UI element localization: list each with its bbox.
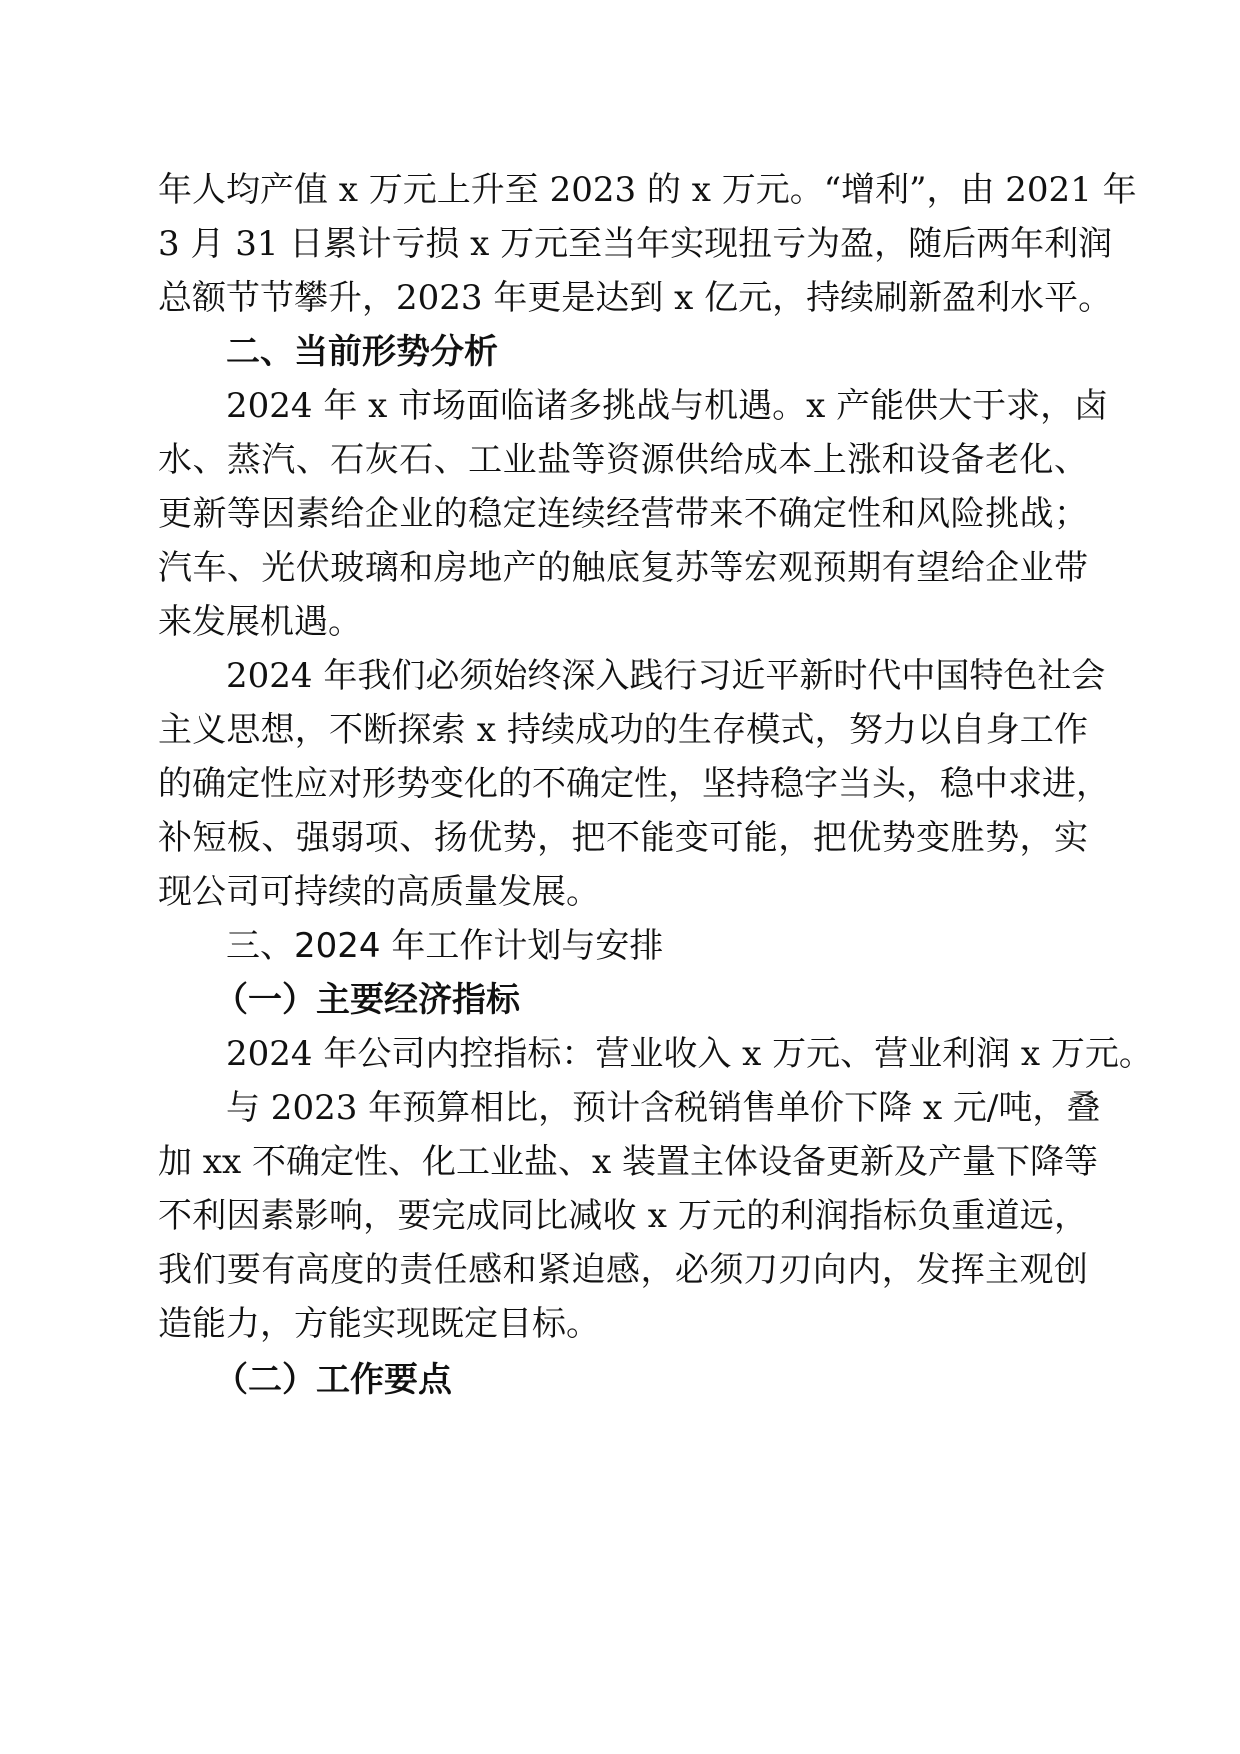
paragraph-line: 我们要有高度的责任感和紧迫感，必须刀刃向内，发挥主观创 [158, 1250, 1088, 1290]
paragraph-line: 加 xx 不确定性、化工业盐、x 装置主体设备更新及产量下降等 [158, 1142, 1098, 1182]
paragraph-line: 汽车、光伏玻璃和房地产的触底复苏等宏观预期有望给企业带 [158, 548, 1088, 588]
paragraph-line: 年人均产值 x 万元上升至 2023 的 x 万元。“增利”，由 2021 年 [158, 170, 1137, 210]
paragraph-line: 2024 年公司内控指标：营业收入 x 万元、营业利润 x 万元。 [226, 1034, 1153, 1074]
paragraph-line: 补短板、强弱项、扬优势，把不能变可能，把优势变胜势，实 [158, 818, 1088, 858]
section-heading: 三、2024 年工作计划与安排 [226, 926, 664, 966]
subsection-heading: （二）工作要点 [214, 1360, 452, 1400]
paragraph-line: 3 月 31 日累计亏损 x 万元至当年实现扭亏为盈，随后两年利润 [158, 224, 1113, 264]
paragraph-line: 来发展机遇。 [158, 602, 362, 642]
paragraph-line: 与 2023 年预算相比，预计含税销售单价下降 x 元/吨，叠 [226, 1088, 1101, 1128]
paragraph-line: 现公司可持续的高质量发展。 [158, 872, 600, 912]
paragraph-line: 水、蒸汽、石灰石、工业盐等资源供给成本上涨和设备老化、 [158, 440, 1088, 480]
paragraph-line: 更新等因素给企业的稳定连续经营带来不确定性和风险挑战； [158, 494, 1088, 534]
section-heading: 二、当前形势分析 [226, 332, 498, 372]
paragraph-line: 2024 年我们必须始终深入践行习近平新时代中国特色社会 [226, 656, 1106, 696]
paragraph-line: 不利因素影响，要完成同比减收 x 万元的利润指标负重道远， [158, 1196, 1088, 1236]
subsection-heading: （一）主要经济指标 [214, 980, 520, 1020]
paragraph-line: 总额节节攀升，2023 年更是达到 x 亿元，持续刷新盈利水平。 [158, 278, 1113, 318]
paragraph-line: 的确定性应对形势变化的不确定性，坚持稳字当头，稳中求进， [158, 764, 1110, 804]
paragraph-line: 造能力，方能实现既定目标。 [158, 1304, 600, 1344]
paragraph-line: 2024 年 x 市场面临诸多挑战与机遇。x 产能供大于求，卤 [226, 386, 1109, 426]
paragraph-line: 主义思想，不断探索 x 持续成功的生存模式，努力以自身工作 [158, 710, 1088, 750]
